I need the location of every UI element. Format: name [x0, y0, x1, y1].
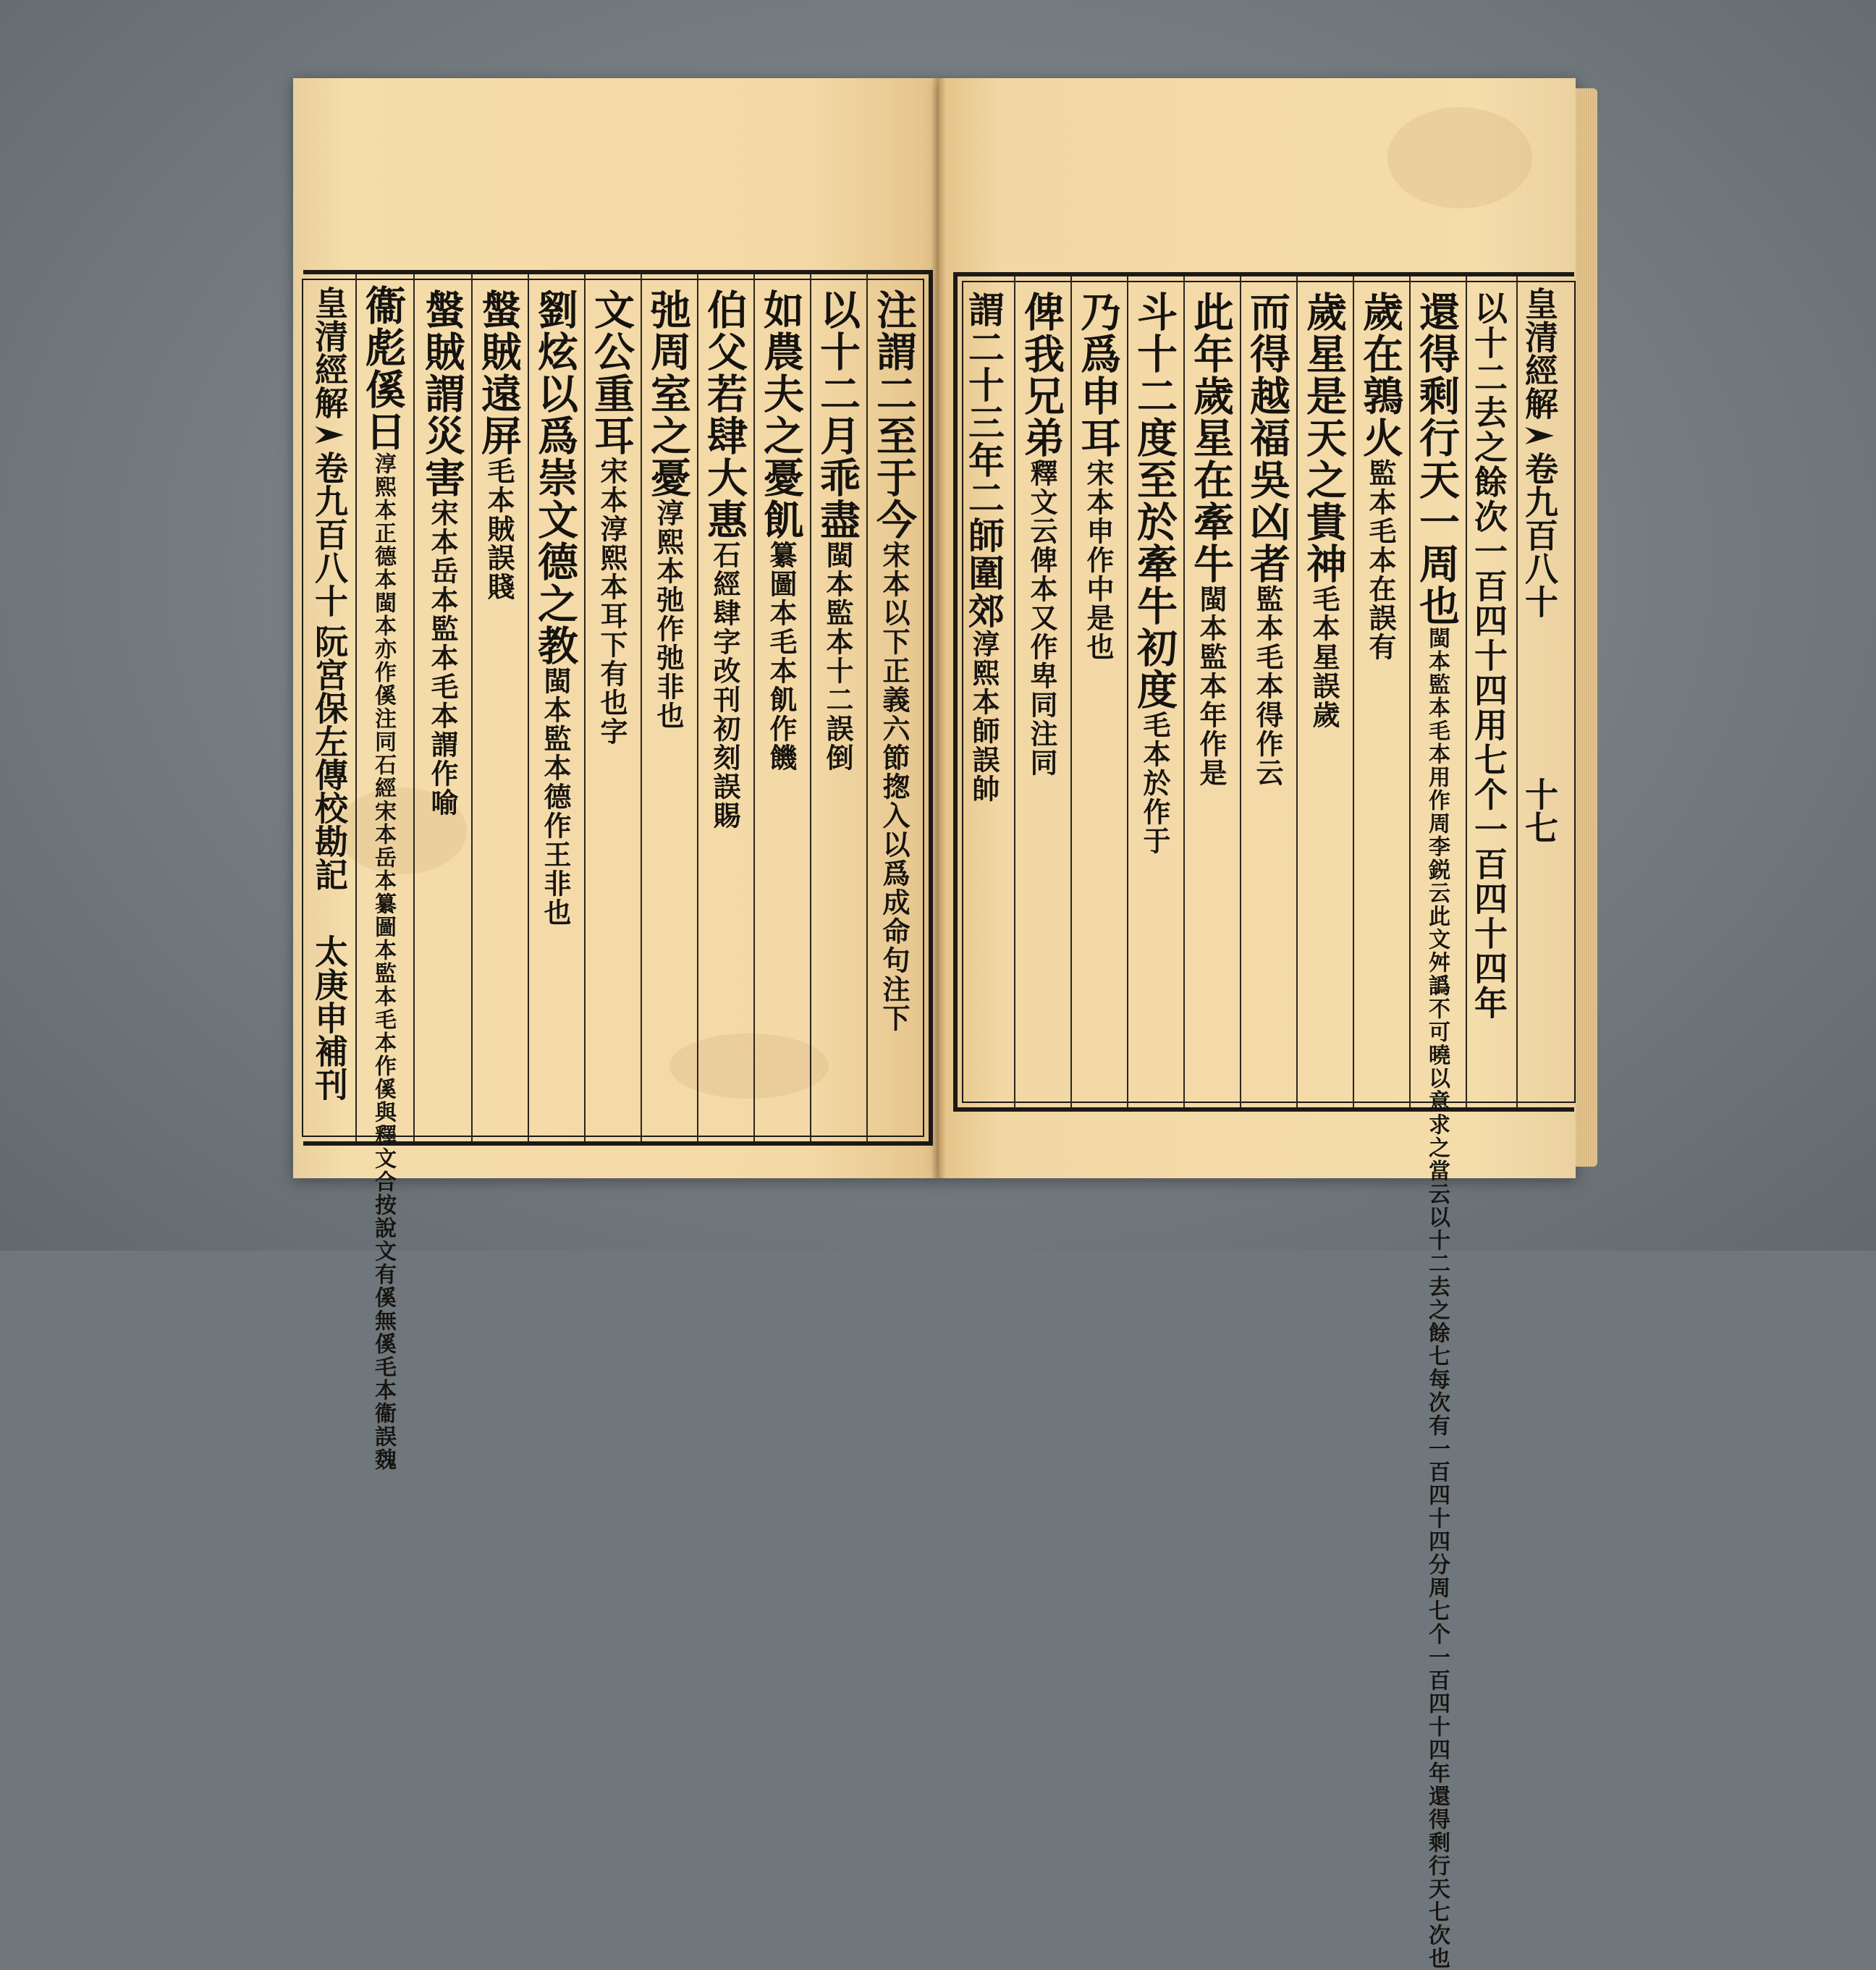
commentary-note: 纂圖本毛本飢作饑: [765, 541, 798, 772]
text-column: [646, 289, 690, 730]
main-text: 歲星是天之貴神: [1300, 291, 1348, 585]
column-rule: [528, 274, 529, 1141]
text-column: [475, 289, 523, 601]
main-text: 以十二月乖盡: [814, 289, 861, 541]
text-column: [1189, 291, 1233, 787]
left-margin-note: 太庚申補刊: [310, 934, 349, 1101]
column-rule: [641, 274, 642, 1141]
text-column: [816, 289, 859, 772]
text-column: [1413, 291, 1461, 1970]
text-column: [1020, 291, 1063, 777]
text-column: [872, 289, 916, 1033]
right-margin-title: 皇清經解: [1520, 287, 1559, 420]
main-text: 文公重耳: [588, 289, 635, 457]
paper-stain: [1387, 107, 1532, 208]
text-column: [1471, 291, 1506, 1020]
left-margin-author: 阮宮保左傳校勘記: [310, 625, 349, 891]
fish-tail-mark: [315, 426, 344, 444]
main-text: 而得越福吳凶者: [1243, 291, 1291, 585]
main-text: 弛周室之憂: [644, 289, 692, 499]
main-text: 謂二十三年二師圍郊: [963, 291, 1005, 630]
commentary-note: 石經肆字改刊初刻誤賜: [709, 541, 741, 830]
open-book: [293, 78, 1596, 1970]
commentary-note: 監本毛本在誤有: [1364, 459, 1397, 661]
column-rule: [355, 274, 357, 1141]
column-rule: [471, 274, 473, 1141]
text-column: [1300, 291, 1348, 730]
left-margin-volume: 卷九百八十: [310, 451, 349, 617]
main-text: 伯父若肆大惠: [701, 289, 748, 541]
commentary-note: 釋文云俾本又作卑同注同: [1026, 459, 1058, 777]
commentary-note: 淳熙本正德本閩本亦作傒注同石經宋本岳本纂圖本監本毛本作傒與釋文合按說文有傒無傒毛本衞誤魏: [371, 452, 396, 1471]
main-text: 此年歲星在牽牛: [1187, 291, 1235, 585]
column-rule: [697, 274, 698, 1141]
column-rule: [413, 274, 415, 1141]
text-column: [1133, 291, 1176, 855]
main-text: 注謂二至于今: [870, 289, 918, 541]
column-rule: [1014, 276, 1015, 1107]
main-text: 還得剩行天一周也: [1413, 291, 1461, 627]
commentary-note: 毛本星誤歲: [1308, 585, 1340, 730]
text-column: [759, 289, 803, 772]
fish-tail-mark: [1525, 427, 1554, 444]
right-margin-volume: 卷九百八十: [1520, 452, 1559, 618]
column-rule: [1296, 276, 1298, 1107]
main-text: 衞彪傒日: [359, 284, 407, 452]
text-column: [1076, 291, 1120, 661]
text-column: [418, 289, 466, 817]
text-column: [1243, 291, 1291, 787]
text-column: [361, 284, 405, 1471]
column-rule: [1127, 276, 1128, 1107]
main-text: 螌賊遠屏: [475, 289, 523, 457]
left-margin-column: [312, 286, 347, 1101]
commentary-note: 淳熙本弛作弛非也: [652, 499, 685, 730]
main-text: 劉炫以爲崇文德之教: [531, 289, 579, 667]
book-gutter: [931, 78, 946, 1178]
text-column: [963, 291, 1005, 803]
main-text: 螌賊謂災害: [418, 289, 466, 499]
commentary-note: 淳熙本師誤帥: [968, 630, 1000, 803]
right-page-number: 十七: [1520, 777, 1559, 844]
text-column: [590, 289, 633, 746]
commentary-note: 閩本監本德作王非也: [539, 667, 572, 927]
left-margin-title: 皇清經解: [310, 286, 349, 419]
right-margin-column: [1522, 287, 1557, 844]
main-text: 乃爲申耳: [1074, 291, 1122, 459]
column-rule: [1409, 276, 1411, 1107]
commentary-note: 閩本監本毛本用作周李鋭云此文舛譌不可曉以意求之當云以十二去之餘七每次有一百四十四分周七个一百四十四年還得剩行天七次也: [1424, 627, 1450, 1970]
commentary-note: 監本毛本得作云: [1251, 585, 1284, 787]
main-text: 以十二去之餘次一百四十四用七个一百四十四年: [1469, 291, 1508, 1020]
right-page-frame: [953, 272, 1574, 1970]
column-rule: [1353, 276, 1354, 1107]
commentary-note: 毛本於作于: [1138, 711, 1171, 855]
main-text: 如農夫之憂飢: [757, 289, 805, 541]
column-rule: [584, 274, 586, 1141]
text-column: [1356, 291, 1404, 661]
commentary-note: 毛本賊誤賤: [483, 457, 515, 601]
main-text: 歲在鶉火: [1356, 291, 1404, 459]
left-page: [293, 78, 939, 1471]
commentary-note: 宋本以下正義六節揔入以爲成命句注下: [878, 541, 910, 1033]
text-column: [533, 289, 577, 927]
column-rule: [810, 274, 811, 1141]
column-rule: [1183, 276, 1185, 1107]
column-rule: [1240, 276, 1241, 1107]
main-text: 俾我兄弟: [1018, 291, 1065, 459]
column-rule: [1516, 276, 1518, 1107]
text-column: [703, 289, 746, 830]
commentary-note: 宋本申作中是也: [1082, 459, 1115, 661]
column-rule: [866, 274, 868, 1141]
commentary-note: 閩本監本十二誤倒: [821, 541, 854, 772]
commentary-note: 宋本淳熙本耳下有也字: [596, 457, 628, 746]
column-rule: [753, 274, 755, 1141]
column-rule: [1070, 276, 1072, 1107]
page-block-edges: [1576, 88, 1597, 1167]
commentary-note: 宋本岳本監本毛本謂作喻: [426, 499, 459, 817]
column-rule: [1466, 276, 1467, 1107]
main-text: 斗十二度至於牽牛初度: [1131, 291, 1178, 711]
commentary-note: 閩本監本年作是: [1195, 585, 1228, 787]
left-page-frame: [303, 270, 933, 1471]
right-page: [939, 78, 1576, 1970]
